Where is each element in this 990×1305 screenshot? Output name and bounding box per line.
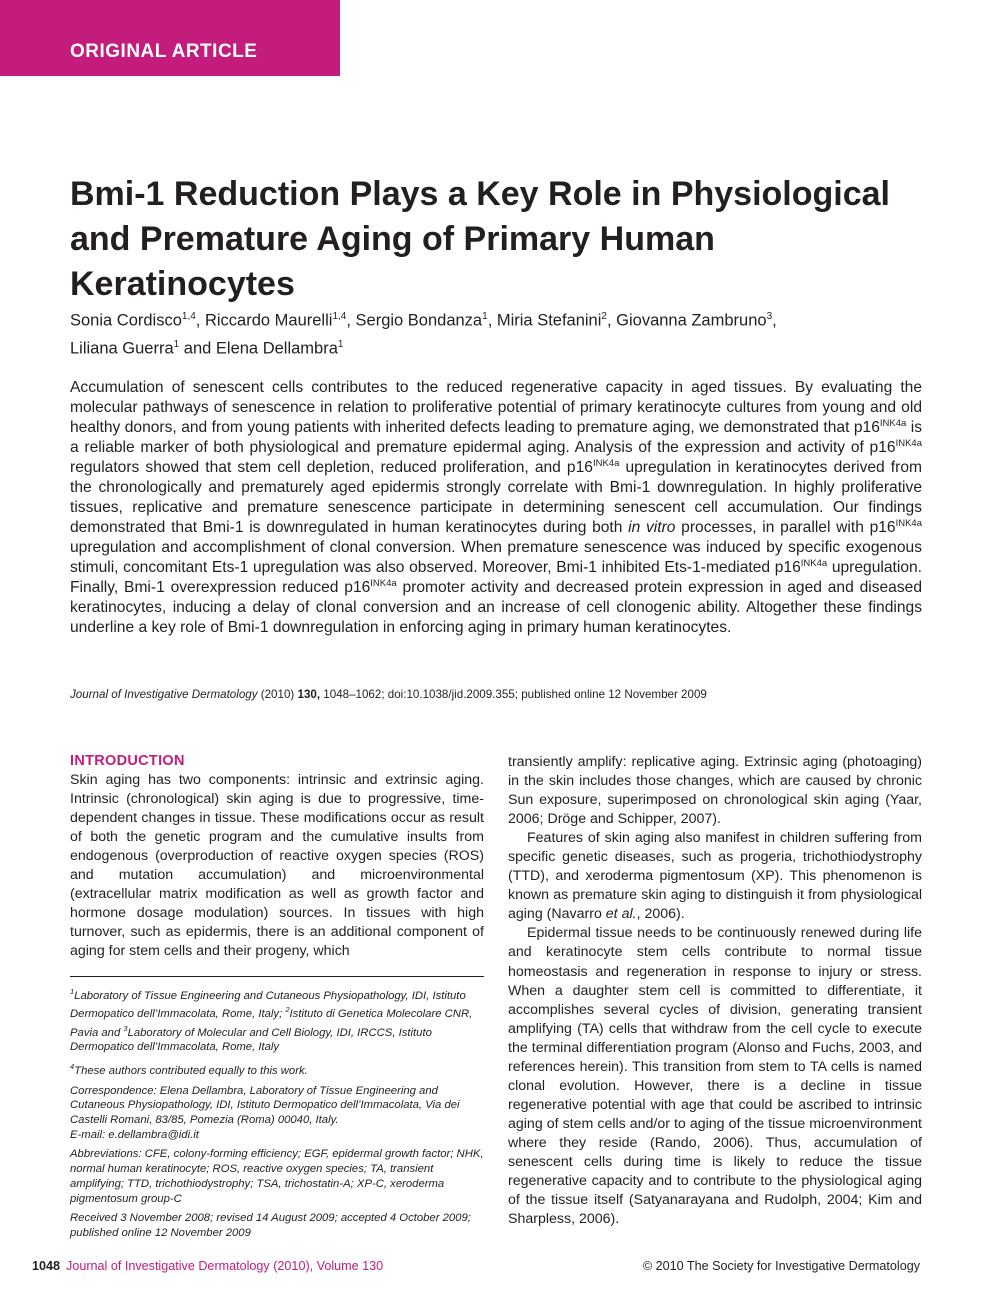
author-name: Miria Stefanini: [496, 311, 602, 330]
footnotes: [70, 985, 484, 1246]
author-name: Liliana Guerra: [70, 339, 174, 357]
author-separator: ,: [346, 311, 356, 330]
author-separator: ,: [606, 311, 617, 330]
correspondence-note: [70, 1084, 484, 1143]
paragraph-text: Features of skin aging also manifest in children suffering from specific genetic diseases, such as progeria, trichothiodystrophy (TTD), and xeroderma pigmentosum (XP). This phenomenon is known as premature skin aging to distinguish it from physiological aging (Navarro: [508, 830, 922, 923]
article-type-label: ORIGINAL ARTICLE: [70, 41, 258, 62]
author-separator: ,: [195, 311, 205, 330]
left-column: [70, 752, 484, 961]
author-name: Elena Dellambra: [215, 339, 338, 357]
affiliation-marker: 1: [70, 987, 75, 996]
abstract-text: upregulation in keratinocytes derived from the chronologically and prematurely aged epidermis strongly correlate with Bmi-1 downregulation. In highly proliferative tissues, replicative and premature senescence participate in determining senescent cell accumulation. Our findings demonstrated that Bmi-1 is downregulated in human keratinocytes during both: [70, 459, 922, 536]
footer-journal: Journal of Investigative Dermatology (2010), Volume 130: [66, 1259, 384, 1273]
affiliation-marker: 3: [123, 1023, 128, 1033]
author-affiliation: 1: [337, 338, 344, 350]
abbreviations-note: Abbreviations: CFE, colony-forming efficiency; EGF, epidermal growth factor; NHK, normal human keratinocyte; ROS, reactive oxygen species; TA, transient amplifying; TTD, trichothiodystrophy; TSA, trichostatin-A; XP-C, xeroderma pigmentosum group-C: [70, 1148, 484, 1205]
article-title: Bmi-1 Reduction Plays a Key Role in Physiological and Premature Aging of Primary Human Keratinocytes: [70, 175, 891, 303]
affiliation-text: Istituto di Genetica Molecolare CNR, Pavia and: [70, 1008, 473, 1039]
affiliation-text: Laboratory of Tissue Engineering and Cutaneous Physiopathology, IDI, Istituto Dermopatico dell’Immacolata, Rome, Italy;: [70, 989, 466, 1021]
author-affiliation: 1,4: [332, 311, 347, 322]
citation-year: (2010): [257, 688, 298, 701]
abstract-text: upregulation. Finally, Bmi-1 overexpression reduced p16: [70, 559, 922, 596]
gene-superscript: INK4a: [895, 437, 922, 449]
affiliation-text: These authors contributed equally to this work.: [74, 1064, 308, 1077]
abstract-text: Accumulation of senescent cells contributes to the reduced regenerative capacity in aged tissues. By evaluating the molecular pathways of senescence in relation to proliferative potential of primary keratinocyte cultures from young and old healthy donors, and from young patients with inherited defects leading to premature aging, we demonstrated that p16: [70, 379, 922, 436]
citation-details: 1048–1062; doi:10.1038/jid.2009.355; published online 12 November 2009: [320, 688, 707, 701]
abstract-text: regulators showed that stem cell depletion, reduced proliferation, and p16: [70, 459, 593, 476]
citation-journal: Journal of Investigative Dermatology: [70, 688, 258, 701]
footnote-divider: [70, 976, 484, 977]
abstract: [70, 378, 922, 638]
gene-superscript: INK4a: [592, 457, 620, 469]
citation-volume: 130,: [297, 688, 321, 701]
abstract-text: is a reliable marker of both physiological and premature epidermal aging. Analysis of the expression and activity of p16: [70, 419, 922, 456]
gene-superscript: INK4a: [800, 557, 828, 569]
intro-paragraph-continued: transiently amplify: replicative aging. Extrinsic aging (photoaging) in the skin includes those changes, which are caused by chronic Sun exposure, superimposed on chronological skin aging (Yaar, 2006; Dröge and Schipper, 2007).: [508, 754, 922, 828]
abstract-text: processes, in parallel with p16: [675, 519, 896, 536]
page-footer-left: [32, 1259, 383, 1273]
intro-paragraph: Epidermal tissue needs to be continuously renewed during life and keratinocyte stem cells contribute to normal tissue homeostasis and regeneration in response to injury or stress. When a daughter stem cell is committed to differentiate, it accomplishes several cycles of division, generating transient amplifying (TA) cells that withdraw from the cell cycle to execute the terminal differentiation program (Alonso and Fuchs, 2003, and references herein). This transition from stem to TA cells is named clonal evolution. However, there is a decline in tissue regenerative potential with age that could be ascribed to intrinsic aging of stem cells and/or to aging of the tissue microenvironment where they reside (Rando, 2006). Thus, accumulation of senescent cells during time is likely to reduce the tissue regenerative capacity and to contribute to the physiological aging of the tissue itself (Satyanarayana and Rudolph, 2004; Kim and Sharpless, 2006).: [508, 925, 922, 1228]
author-affiliation: 3: [766, 311, 773, 322]
abstract-text: upregulation and accomplishment of clonal conversion. When premature senescence was induced by specific exogenous stimuli, concomitant Ets-1 upregulation was also observed. Moreover, Bmi-1 inhibited Ets-1-mediated p16: [70, 539, 922, 576]
author-affiliation: 1: [173, 338, 180, 350]
page-number: 1048: [32, 1259, 61, 1273]
abstract-italic: in vitro: [628, 519, 676, 536]
equal-contribution-note: [70, 1060, 484, 1078]
correspondence-email[interactable]: E-mail: e.dellambra@idi.it: [70, 1128, 199, 1141]
author-name: Riccardo Maurelli: [204, 311, 333, 330]
dates-note: Received 3 November 2008; revised 14 August 2009; accepted 4 October 2009; published online 12 November 2009: [70, 1212, 471, 1239]
affiliation-text: Laboratory of Molecular and Cell Biology, IDI, IRCCS, Istituto Dermopatico dell’Immacolata, Rome, Italy: [70, 1026, 432, 1054]
gene-superscript: INK4a: [879, 417, 907, 429]
paragraph-italic: et al.: [605, 906, 637, 923]
paragraph-text: , 2006).: [636, 906, 685, 923]
abstract-text: promoter activity and decreased protein expression in aged and diseased keratinocytes, inducing a delay of clonal conversion and an increase of cell clonogenic ability. Altogether these findings underline a key role of Bmi-1 downregulation in enforcing aging in primary human keratinocytes.: [70, 579, 922, 636]
intro-paragraph: Skin aging has two components: intrinsic and extrinsic aging. Intrinsic (chronological) skin aging is due to progressive, time-dependent changes in tissue. These modifications occur as result of both the genetic program and the cumulative insults from endogenous (overproduction of reactive oxygen species (ROS) and mutation accumulation) and microenvironmental (extracellular matrix modification as well as growth factor and hormone dosage modulation) sources. In tissues with high turnover, such as epidermis, there is an additional component of aging for stem cells and their progeny, which: [70, 772, 484, 960]
section-heading: INTRODUCTION: [70, 753, 185, 769]
author-name: Sonia Cordisco: [70, 311, 182, 330]
author-separator: ,: [772, 311, 777, 330]
author-affiliation: 1,4: [181, 311, 196, 322]
author-separator: and: [179, 339, 216, 357]
affiliation-marker: 2: [285, 1005, 290, 1015]
affiliations-note: [70, 985, 484, 1055]
author-affiliation: 1: [482, 311, 488, 322]
right-column: [508, 753, 922, 1229]
gene-superscript: INK4a: [895, 517, 922, 529]
citation-line: [70, 687, 930, 703]
author-name: Giovanna Zambruno: [616, 311, 767, 330]
author-list: [70, 305, 920, 360]
author-affiliation: 2: [601, 311, 607, 322]
affiliation-marker: 4: [70, 1062, 75, 1072]
correspondence-text: Correspondence: Elena Dellambra, Laboratory of Tissue Engineering and Cutaneous Physiopathology, IDI, Istituto Dermopatico dell’Immacolata, Via dei Castelli Romani, 83/85, Pomezia (Roma) 00040, Italy.: [70, 1084, 460, 1126]
author-name: Sergio Bondanza: [355, 311, 483, 330]
article-type-banner: [0, 0, 340, 76]
author-separator: ,: [487, 311, 497, 330]
gene-superscript: INK4a: [370, 577, 397, 589]
intro-paragraph: [508, 829, 922, 924]
footer-copyright: © 2010 The Society for Investigative Dermatology: [642, 1259, 920, 1273]
